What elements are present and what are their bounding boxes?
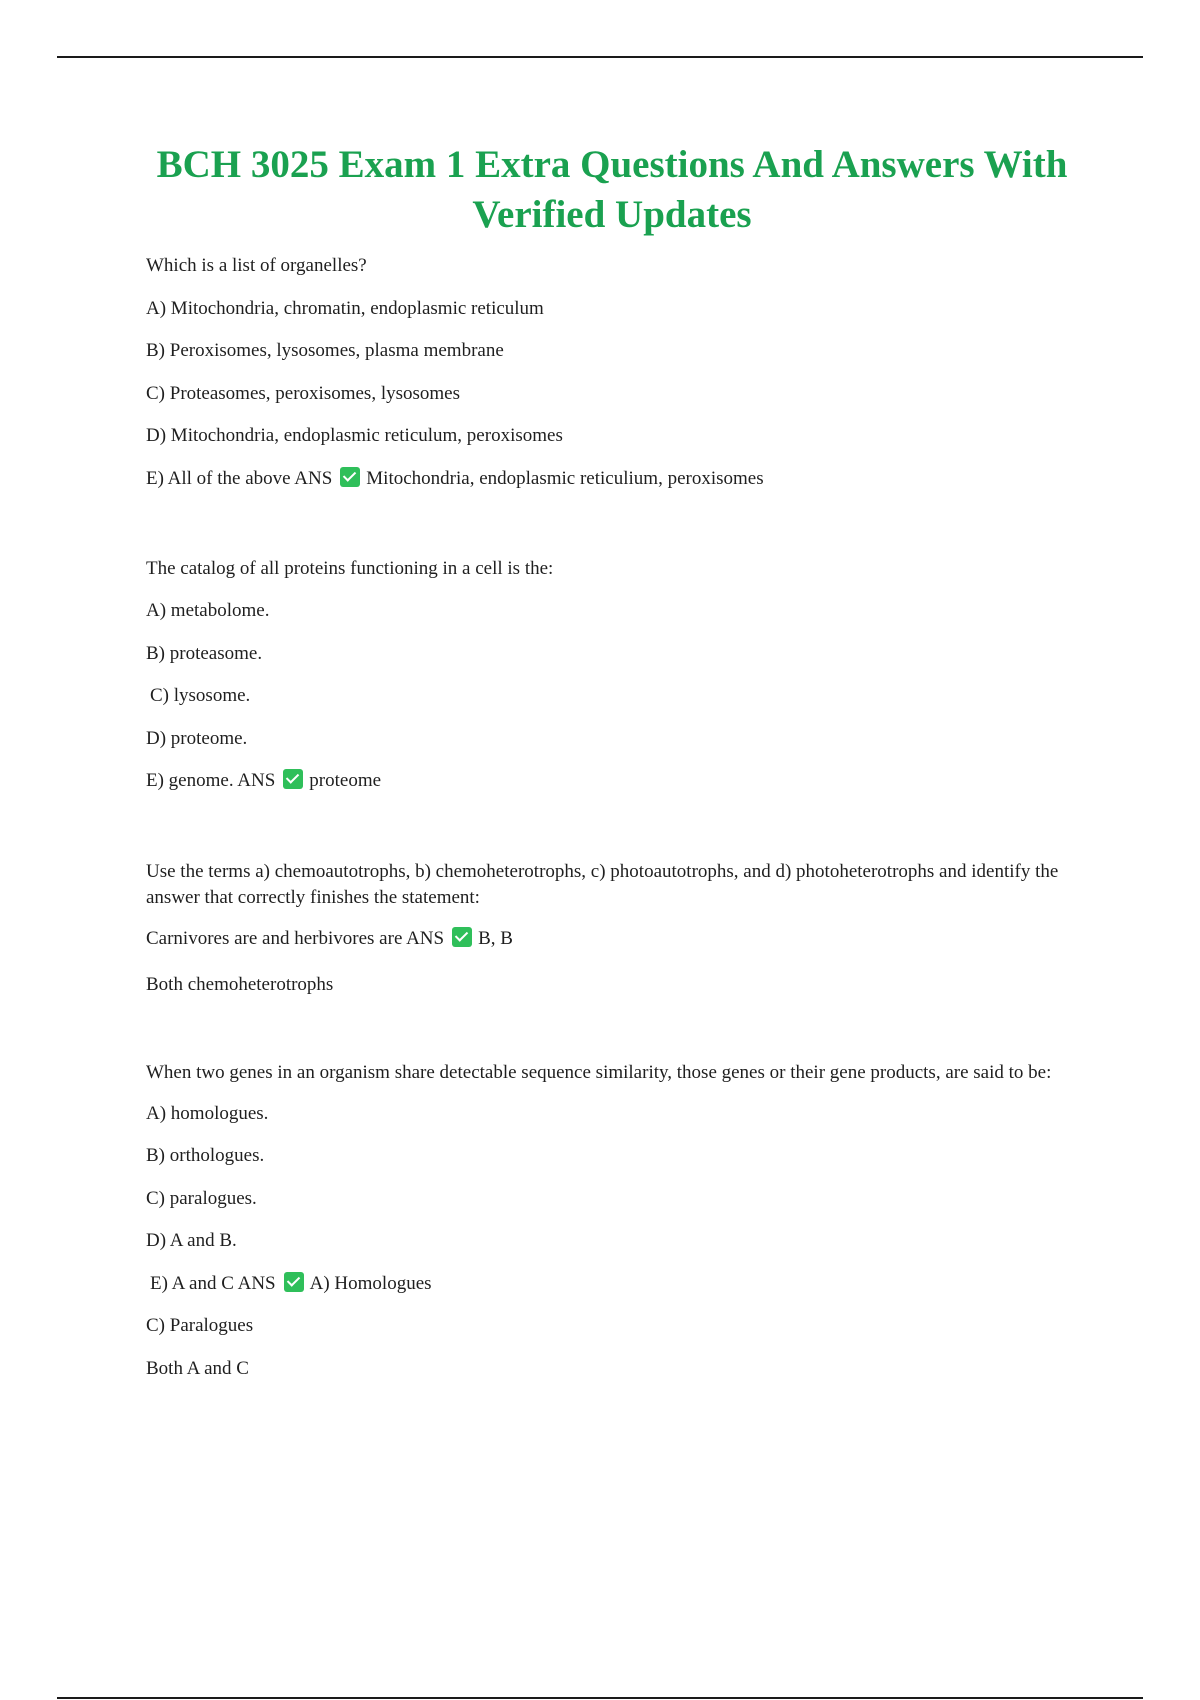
answer-line — [146, 927, 1076, 951]
answer-option: C) paralogues. — [146, 1187, 257, 1209]
question-block — [146, 859, 1076, 997]
document-body — [146, 140, 1076, 1399]
question-block — [146, 1060, 1076, 1381]
spacer — [146, 513, 1076, 557]
question-prompt: Which is a list of organelles? — [146, 255, 367, 276]
answer-option: B) proteasome. — [146, 642, 263, 664]
answer-note: C) Paralogues — [146, 1315, 254, 1336]
answer-option: B) Peroxisomes, lysosomes, plasma membrane — [146, 340, 504, 361]
answer-option: D) Mitochondria, endoplasmic reticulum, peroxisomes — [146, 425, 563, 446]
question-prompt: The catalog of all proteins functioning in a cell is the: — [146, 557, 554, 579]
answer-option: A) homologues. — [146, 1102, 269, 1124]
answer-option: C) Proteasomes, peroxisomes, lysosomes — [146, 382, 461, 404]
bottom-rule — [57, 1697, 1143, 1699]
answer-prefix: E) genome. ANS — [146, 770, 276, 791]
answer-option: B) orthologues. — [146, 1145, 265, 1166]
top-rule — [57, 56, 1143, 58]
question-prompt: When two genes in an organism share detectable sequence similarity, those genes or their gene products, are said to be: — [146, 1061, 1052, 1083]
spacer — [146, 815, 1076, 859]
answer-line — [146, 1272, 1076, 1296]
answer-option: C) lysosome. — [150, 685, 251, 706]
answer-option: A) metabolome. — [146, 600, 270, 621]
answer-note: Both chemoheterotrophs — [146, 974, 334, 995]
answer-line — [146, 769, 1076, 793]
answer-note: Both A and C — [146, 1357, 249, 1379]
answer-text: B, B — [478, 928, 513, 949]
answer-option: D) A and B. — [146, 1230, 237, 1251]
spacer — [146, 1016, 1076, 1060]
question-prompt: Use the terms a) chemoautotrophs, b) chemoheterotrophs, c) photoautotrophs, and d) photoheterotrophs and identify the answer that correctly finishes the statement: — [146, 861, 1059, 908]
answer-option: A) Mitochondria, chromatin, endoplasmic reticulum — [146, 297, 544, 319]
checkmark-icon — [284, 1272, 304, 1292]
answer-text: Mitochondria, endoplasmic reticulium, peroxisomes — [366, 467, 764, 489]
answer-line — [146, 467, 1076, 491]
answer-prefix: E) A and C ANS — [150, 1272, 276, 1294]
question-block — [146, 557, 1076, 794]
question-block — [146, 254, 1076, 491]
answer-prefix: Carnivores are and herbivores are ANS — [146, 928, 445, 949]
answer-text: A) Homologues — [309, 1272, 432, 1294]
answer-text: proteome — [309, 770, 382, 791]
answer-prefix: E) All of the above ANS — [146, 467, 333, 489]
checkmark-icon — [283, 769, 303, 789]
answer-option: D) proteome. — [146, 727, 248, 749]
checkmark-icon — [452, 927, 472, 947]
checkmark-icon — [340, 467, 360, 487]
document-title: BCH 3025 Exam 1 Extra Questions And Answers With Verified Updates — [156, 143, 1068, 236]
